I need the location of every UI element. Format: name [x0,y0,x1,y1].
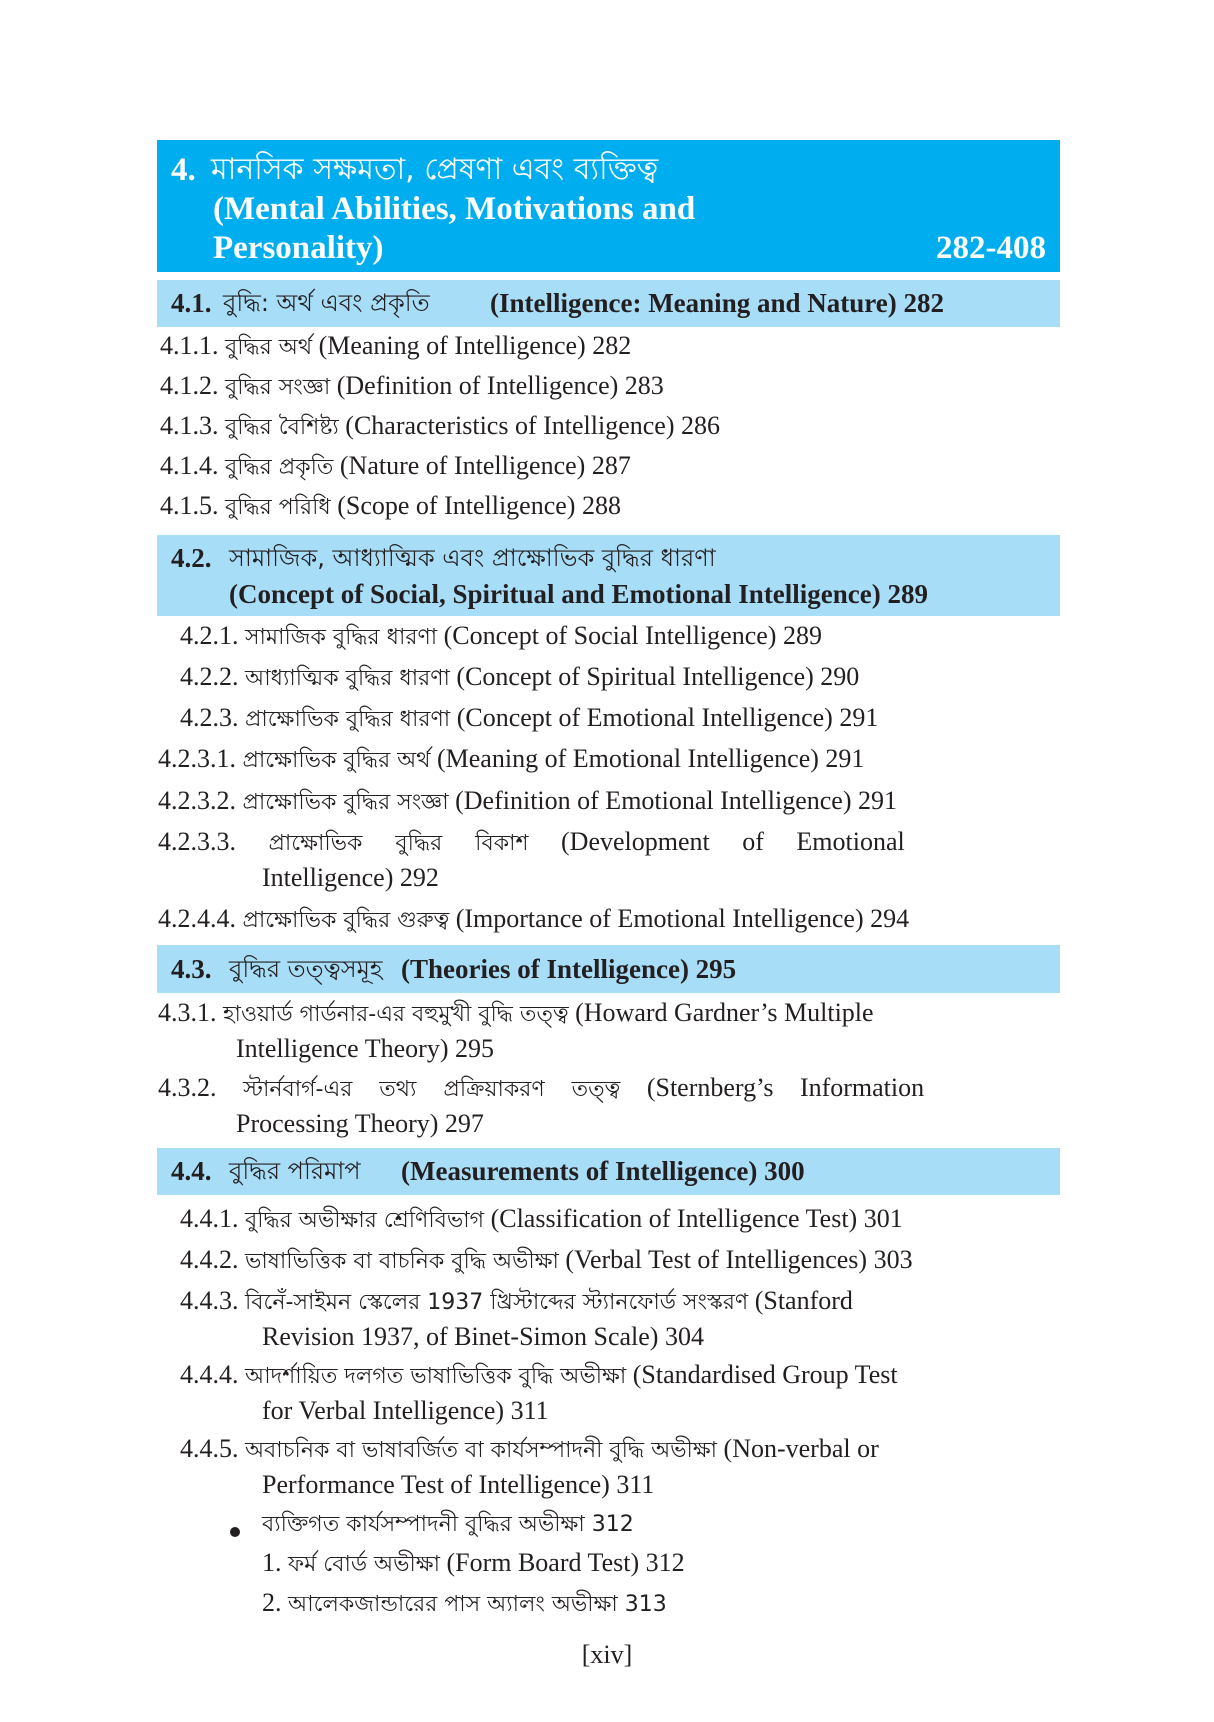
section-title-english: (Intelligence: Meaning and Nature) 282 [490,288,944,318]
chapter-number: 4. [171,152,196,188]
section-number: 4.3. [171,954,212,984]
toc-entry: 4.1.1. বুদ্ধির অর্থ (Meaning of Intelligence) 282 [160,331,632,360]
toc-entry-continuation: Revision 1937, of Binet-Simon Scale) 304 [262,1322,704,1351]
toc-entry: 4.2.2. আধ্যাত্মিক বুদ্ধির ধারণা (Concept of Spiritual Intelligence) 290 [180,662,860,691]
toc-entry: 4.2.3.1. প্রাক্ষোভিক বুদ্ধির অর্থ (Meaning of Emotional Intelligence) 291 [158,744,865,773]
toc-entry: 4.2.3.2. প্রাক্ষোভিক বুদ্ধির সংজ্ঞা (Definition of Emotional Intelligence) 291 [158,786,897,815]
toc-entry: 4.2.3. প্রাক্ষোভিক বুদ্ধির ধারণা (Concept of Emotional Intelligence) 291 [180,703,879,732]
chapter-title-english-line1: (Mental Abilities, Motivations and [213,191,696,227]
chapter-title-bengali: মানসিক সক্ষমতা, প্রেষণা এবং ব্যক্তিত্ব [211,152,659,187]
toc-sub-entry: 1. ফর্ম বোর্ড অভীক্ষা (Form Board Test) 312 [262,1548,685,1577]
section-title-bengali: বুদ্ধি: অর্থ এবং প্রকৃতি [223,289,430,317]
bullet-icon [230,1527,240,1537]
toc-entry: 4.3.1. হাওয়ার্ড গার্ডনার-এর বহুমুখী বুদ্ধি তত্ত্ব (Howard Gardner’s Multiple [158,998,874,1027]
section-header-4-1 [157,280,1060,327]
toc-entry: 4.1.2. বুদ্ধির সংজ্ঞা (Definition of Intelligence) 283 [160,371,664,400]
toc-sub-entry: 2. আলেকজান্ডারের পাস অ্যালং অভীক্ষা 313 [262,1588,667,1617]
section-number: 4.4. [171,1156,212,1186]
toc-entry: 4.4.2. ভাষাভিত্তিক বা বাচনিক বুদ্ধি অভীক্ষা (Verbal Test of Intelligences) 303 [180,1245,913,1274]
section-title-english: (Theories of Intelligence) 295 [401,954,737,984]
toc-entry-continuation: for Verbal Intelligence) 311 [262,1396,549,1425]
chapter-title-english-line2: Personality) [213,230,384,266]
toc-entry: 4.1.4. বুদ্ধির প্রকৃতি (Nature of Intelligence) 287 [160,451,631,480]
toc-entry: 4.1.3. বুদ্ধির বৈশিষ্ট্য (Characteristics of Intelligence) 286 [160,411,720,440]
toc-entry: 4.4.4. আদর্শায়িত দলগত ভাষাভিত্তিক বুদ্ধি অভীক্ষা (Standardised Group Test [180,1360,898,1389]
toc-entry: 4.4.1. বুদ্ধির অভীক্ষার শ্রেণিবিভাগ (Classification of Intelligence Test) 301 [180,1204,903,1233]
section-title-bengali: বুদ্ধির তত্ত্বসমূহ [229,955,383,983]
toc-entry-continuation: Performance Test of Intelligence) 311 [262,1470,655,1499]
section-header-4-4 [157,1148,1060,1195]
toc-entry: 4.3.2. স্টার্নবার্গ-এর তথ্য প্রক্রিয়াকরণ তত্ত্ব (Sternberg’s Information [158,1073,925,1102]
toc-entry-continuation: Processing Theory) 297 [236,1109,484,1138]
toc-entry: 4.2.1. সামাজিক বুদ্ধির ধারণা (Concept of Social Intelligence) 289 [180,621,822,650]
toc-entry-continuation: Intelligence) 292 [262,863,439,892]
toc-entry: 4.2.4.4. প্রাক্ষোভিক বুদ্ধির গুরুত্ব (Importance of Emotional Intelligence) 294 [158,904,910,933]
section-title-english: (Measurements of Intelligence) 300 [401,1156,805,1186]
section-title-english: (Concept of Social, Spiritual and Emotional Intelligence) 289 [229,579,929,609]
page-number: [xiv] [581,1640,633,1669]
toc-entry: 4.2.3.3. প্রাক্ষোভিক বুদ্ধির বিকাশ (Development of Emotional [158,827,905,856]
section-header-4-2 [157,535,1060,616]
chapter-page-range: 282-408 [936,230,1046,266]
chapter-header [157,140,1060,272]
section-number: 4.1. [171,288,212,318]
toc-bullet-entry: ব্যক্তিগত কার্যসম্পাদনী বুদ্ধির অভীক্ষা 312 [262,1512,634,1537]
toc-entry: 4.1.5. বুদ্ধির পরিধি (Scope of Intelligence) 288 [160,491,621,520]
toc-entry: 4.4.3. বিনেঁ-সাইমন স্কেলের 1937 খ্রিস্টাব্দের স্ট্যানফোর্ড সংস্করণ (Stanford [180,1286,853,1315]
section-title-bengali: বুদ্ধির পরিমাপ [229,1157,361,1185]
toc-entry: 4.4.5. অবাচনিক বা ভাষাবর্জিত বা কার্যসম্পাদনী বুদ্ধি অভীক্ষা (Non-verbal or [180,1434,879,1463]
section-header-4-3 [157,945,1060,993]
toc-entry-continuation: Intelligence Theory) 295 [236,1034,494,1063]
section-number: 4.2. [171,543,212,573]
section-title-bengali: সামাজিক, আধ্যাত্মিক এবং প্রাক্ষোভিক বুদ্ধির ধারণা [229,544,716,572]
